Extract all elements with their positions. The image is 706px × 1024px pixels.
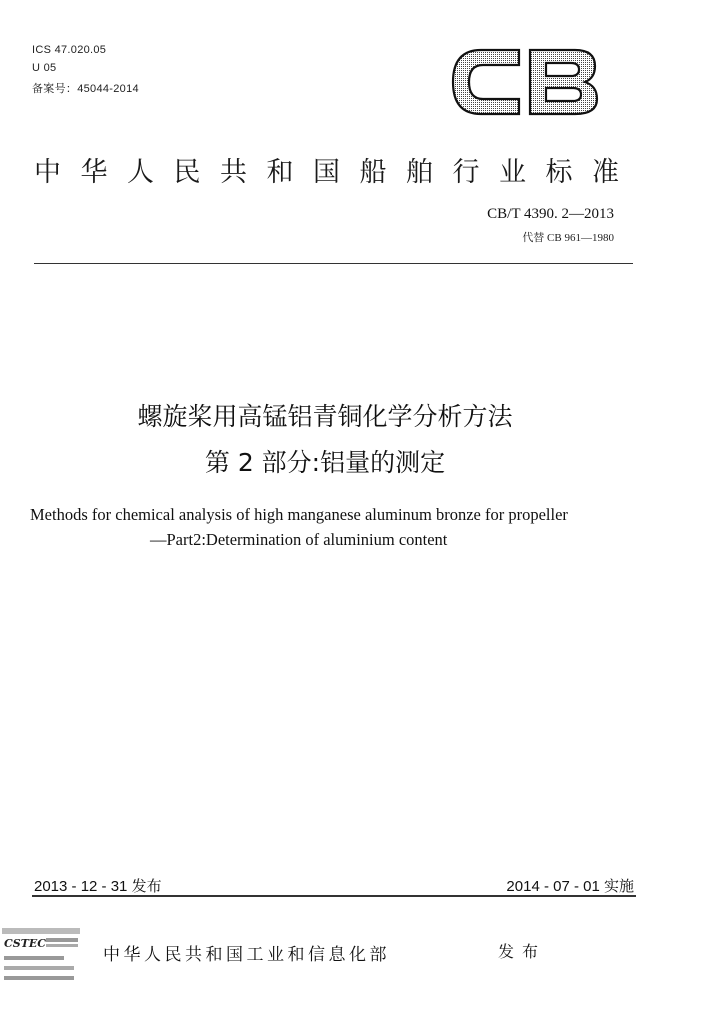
en-title-line1: Methods for chemical analysis of high manganese aluminum bronze for propeller bbox=[30, 505, 568, 524]
issue-date: 2013 - 12 - 31 发布 bbox=[34, 878, 162, 895]
cn-title-line2: 第 2 部分:铝量的测定 bbox=[204, 448, 446, 477]
standard-title: 中华人民共和国船舶行业标准 bbox=[34, 157, 639, 188]
filing-number: 备案号：45044-2014 bbox=[32, 83, 139, 95]
publisher-stamp bbox=[0, 926, 84, 986]
replaces-standard: 代替 CB 961—1980 bbox=[522, 232, 614, 244]
stamp-brand: CSTEC bbox=[4, 937, 47, 950]
standard-number: CB/T 4390. 2—2013 bbox=[487, 206, 614, 222]
publish-label: 发布 bbox=[498, 942, 547, 961]
classification-code: U 05 bbox=[32, 62, 57, 74]
publisher: 中华人民共和国工业和信息化部 bbox=[103, 945, 390, 965]
en-title-line2: —Part2:Determination of aluminium content bbox=[150, 530, 448, 549]
header-divider bbox=[34, 263, 633, 264]
cb-logo bbox=[447, 42, 602, 122]
ics-code: ICS 47.020.05 bbox=[32, 44, 107, 56]
cn-title-line1: 螺旋桨用高锰铝青铜化学分析方法 bbox=[137, 402, 513, 431]
footer-divider bbox=[32, 895, 636, 897]
implementation-date: 2014 - 07 - 01 实施 bbox=[506, 878, 634, 895]
